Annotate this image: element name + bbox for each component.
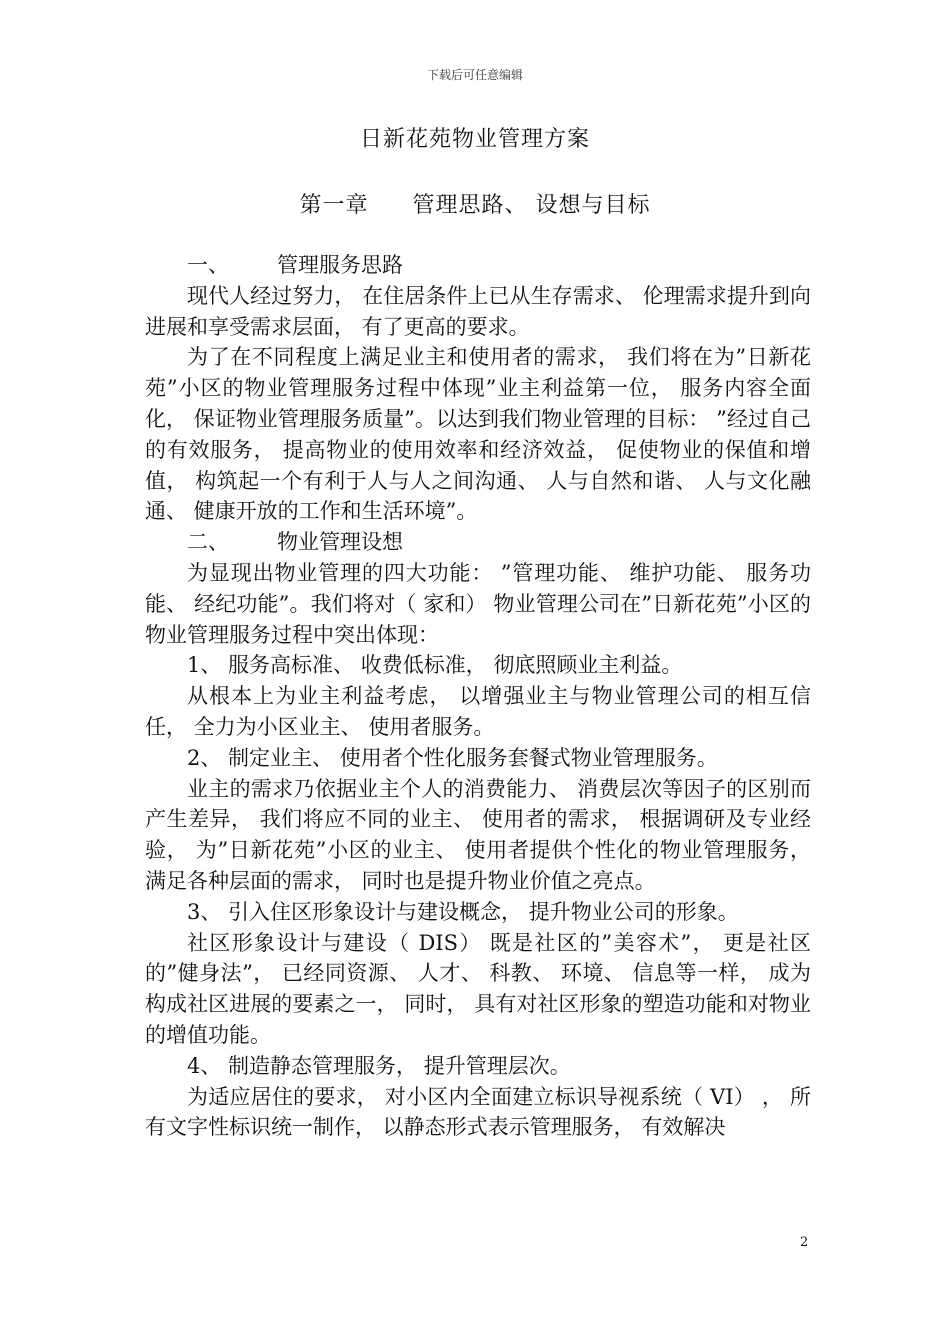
section-number: 二、: [187, 530, 229, 555]
list-item: 2、 制定业主、 使用者个性化服务套餐式物业管理服务。: [187, 745, 718, 770]
paragraph: 社区形象设计与建设（ DIS） 既是社区的”美容术”， 更是社区的”健身法”， 已经同资源、 人才、 科教、 环境、 信息等一样， 成为构成社区进展的要素之一， 同时， 具有对社区形象的塑造功能和对物业的增值功能。: [145, 930, 811, 1047]
chapter-heading: [0, 188, 950, 219]
paragraph: 为适应居住的要求， 对小区内全面建立标识导视系统（ VI） ， 所有文字性标识统一制作， 以静态形式表示管理服务， 有效解决: [145, 1084, 811, 1140]
chapter-name: 管理思路、 设想与目标: [412, 193, 651, 218]
paragraph: 为了在不同程度上满足业主和使用者的需求， 我们将在为”日新花苑”小区的物业管理服务过程中体现”业主利益第一位， 服务内容全面化， 保证物业管理服务质量”。以达到我们物业管理的目标： ”经过自己的有效服务， 提高物业的使用效率和经济效益， 促使物业的保值和增值， 构筑起一个有利于人与人之间沟通、 人与自然和谐、 人与文化融通、 健康开放的工作和生活环境”。: [145, 345, 811, 524]
paragraph: 为显现出物业管理的四大功能： ”管理功能、 维护功能、 服务功能、 经纪功能”。我们将对（ 家和） 物业管理公司在”日新花苑”小区的物业管理服务过程中突出体现：: [145, 560, 811, 647]
chapter-number: 第一章: [299, 193, 369, 218]
list-item: 4、 制造静态管理服务， 提升管理层次。: [187, 1053, 571, 1078]
section-title: 物业管理设想: [277, 530, 403, 555]
page-number: 2: [800, 1235, 809, 1250]
section-heading-1: [145, 250, 811, 281]
page-header-note: 下载后可任意编辑: [426, 68, 523, 82]
section-heading-2: [145, 527, 811, 558]
section-number: 一、: [187, 253, 229, 277]
document-body: [145, 250, 811, 1143]
list-item: 1、 服务高标准、 收费低标准， 彻底照顾业主利益。: [187, 653, 683, 678]
document-title: 日新花苑物业管理方案: [359, 127, 590, 152]
section-title: 管理服务思路: [277, 253, 403, 277]
paragraph: 业主的需求乃依据业主个人的消费能力、 消费层次等因子的区别而产生差异， 我们将应不同的业主、 使用者的需求， 根据调研及专业经验， 为”日新花苑”小区的业主、 使用者提供个性化的物业管理服务， 满足各种层面的需求， 同时也是提升物业价值之亮点。: [145, 776, 811, 893]
list-item: 3、 引入住区形象设计与建设概念， 提升物业公司的形象。: [187, 899, 739, 924]
paragraph: 从根本上为业主利益考虑， 以增强业主与物业管理公司的相互信任， 全力为小区业主、 使用者服务。: [145, 684, 811, 739]
paragraph: 现代人经过努力， 在住居条件上已从生存需求、 伦理需求提升到向进展和享受需求层面， 有了更高的要求。: [145, 283, 811, 339]
